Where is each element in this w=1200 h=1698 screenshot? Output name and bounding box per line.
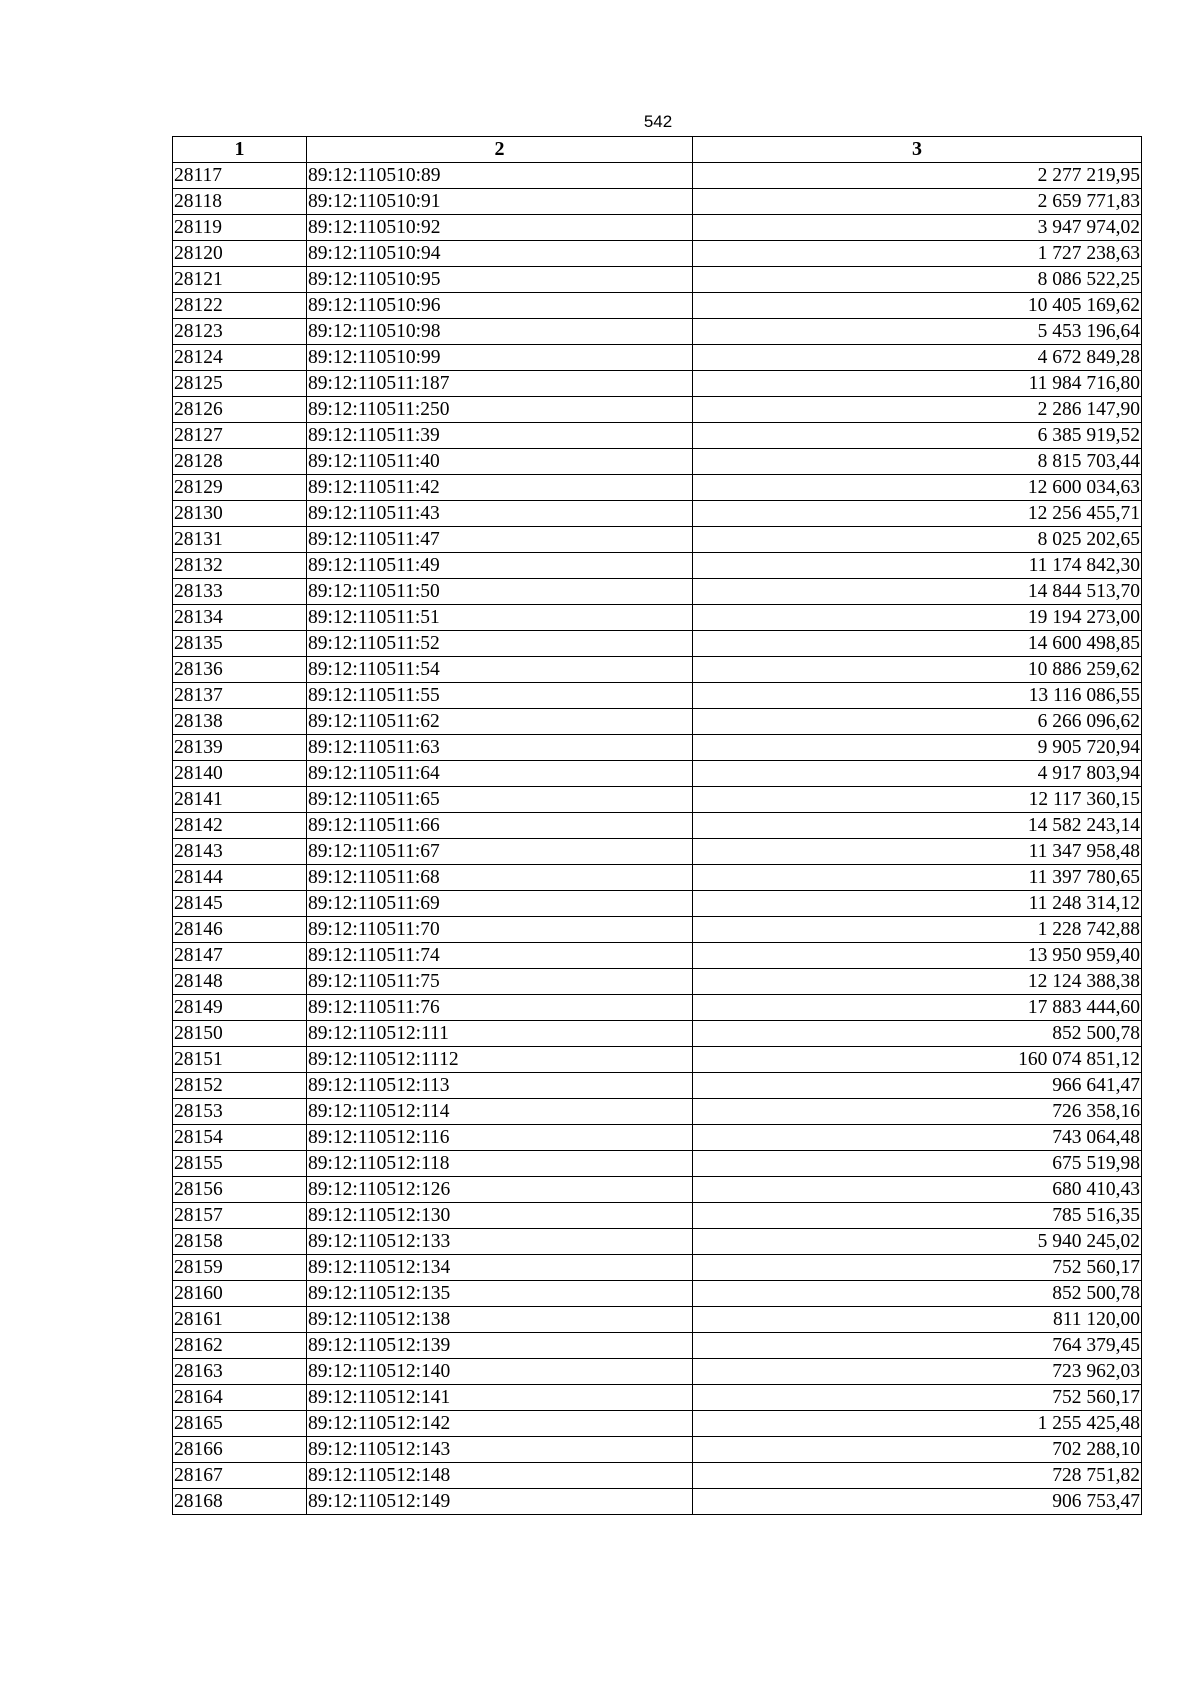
cadastral-value: 10 886 259,62 [693,657,1142,683]
row-number: 28117 [173,163,307,189]
table-row [173,1385,1142,1411]
cadastral-value: 14 600 498,85 [693,631,1142,657]
cadastral-value: 11 174 842,30 [693,553,1142,579]
cadastral-number: 89:12:110512:126 [307,1177,693,1203]
cadastral-number: 89:12:110511:75 [307,969,693,995]
table-row [173,319,1142,345]
table-row [173,1281,1142,1307]
table-row [173,813,1142,839]
cadastral-value: 852 500,78 [693,1021,1142,1047]
cadastral-number: 89:12:110510:92 [307,215,693,241]
column-header-1: 1 [173,137,307,163]
cadastral-number: 89:12:110512:148 [307,1463,693,1489]
table-row [173,293,1142,319]
cadastral-value: 702 288,10 [693,1437,1142,1463]
row-number: 28153 [173,1099,307,1125]
cadastral-value: 12 600 034,63 [693,475,1142,501]
table-row [173,1359,1142,1385]
header-row [173,137,1142,163]
cadastral-value: 1 727 238,63 [693,241,1142,267]
cadastral-number: 89:12:110510:96 [307,293,693,319]
table-row [173,1463,1142,1489]
cadastral-number: 89:12:110511:54 [307,657,693,683]
row-number: 28158 [173,1229,307,1255]
cadastral-value: 11 347 958,48 [693,839,1142,865]
cadastral-number: 89:12:110511:74 [307,943,693,969]
table-row [173,449,1142,475]
table-row [173,1047,1142,1073]
table-row [173,215,1142,241]
cadastral-value: 764 379,45 [693,1333,1142,1359]
table-row [173,1021,1142,1047]
row-number: 28136 [173,657,307,683]
cadastral-value: 14 582 243,14 [693,813,1142,839]
table-row [173,241,1142,267]
row-number: 28149 [173,995,307,1021]
cadastral-number: 89:12:110510:95 [307,267,693,293]
cadastral-value: 13 950 959,40 [693,943,1142,969]
cadastral-value: 2 659 771,83 [693,189,1142,215]
row-number: 28142 [173,813,307,839]
row-number: 28162 [173,1333,307,1359]
row-number: 28163 [173,1359,307,1385]
cadastral-number: 89:12:110512:149 [307,1489,693,1515]
cadastral-value: 2 286 147,90 [693,397,1142,423]
cadastral-value: 5 453 196,64 [693,319,1142,345]
cadastral-number: 89:12:110512:139 [307,1333,693,1359]
table-row [173,1073,1142,1099]
cadastral-value: 4 917 803,94 [693,761,1142,787]
table-row [173,1177,1142,1203]
cadastral-value: 4 672 849,28 [693,345,1142,371]
table-row [173,865,1142,891]
table-row [173,475,1142,501]
cadastral-value: 811 120,00 [693,1307,1142,1333]
cadastral-number: 89:12:110512:141 [307,1385,693,1411]
cadastral-number: 89:12:110511:67 [307,839,693,865]
table-row [173,1307,1142,1333]
cadastral-number: 89:12:110511:42 [307,475,693,501]
table-row [173,1099,1142,1125]
row-number: 28131 [173,527,307,553]
cadastral-number: 89:12:110512:111 [307,1021,693,1047]
cadastral-value: 8 025 202,65 [693,527,1142,553]
row-number: 28139 [173,735,307,761]
page-number: 542 [643,112,673,131]
table-row [173,397,1142,423]
cadastral-value: 9 905 720,94 [693,735,1142,761]
cadastral-value: 6 266 096,62 [693,709,1142,735]
row-number: 28156 [173,1177,307,1203]
cadastral-value: 11 984 716,80 [693,371,1142,397]
cadastral-value: 14 844 513,70 [693,579,1142,605]
table-row [173,1255,1142,1281]
table-row [173,163,1142,189]
table-row [173,1151,1142,1177]
row-number: 28140 [173,761,307,787]
cadastral-number: 89:12:110512:116 [307,1125,693,1151]
table-row [173,761,1142,787]
row-number: 28129 [173,475,307,501]
cadastral-number: 89:12:110510:89 [307,163,693,189]
cadastral-value: 6 385 919,52 [693,423,1142,449]
cadastral-value: 852 500,78 [693,1281,1142,1307]
table-row [173,1229,1142,1255]
table-row [173,1489,1142,1515]
row-number: 28152 [173,1073,307,1099]
cadastral-number: 89:12:110511:39 [307,423,693,449]
row-number: 28138 [173,709,307,735]
cadastral-value: 1 255 425,48 [693,1411,1142,1437]
row-number: 28121 [173,267,307,293]
cadastral-number: 89:12:110511:66 [307,813,693,839]
row-number: 28141 [173,787,307,813]
cadastral-number: 89:12:110511:43 [307,501,693,527]
cadastral-value: 19 194 273,00 [693,605,1142,631]
row-number: 28146 [173,917,307,943]
table-row [173,501,1142,527]
row-number: 28127 [173,423,307,449]
row-number: 28132 [173,553,307,579]
row-number: 28164 [173,1385,307,1411]
table-row [173,1333,1142,1359]
cadastral-value: 752 560,17 [693,1255,1142,1281]
cadastral-value: 13 116 086,55 [693,683,1142,709]
cadastral-value: 966 641,47 [693,1073,1142,1099]
cadastral-value: 675 519,98 [693,1151,1142,1177]
table-row [173,267,1142,293]
cadastral-value: 5 940 245,02 [693,1229,1142,1255]
table-row [173,995,1142,1021]
cadastral-value: 8 086 522,25 [693,267,1142,293]
table-row [173,709,1142,735]
table-row [173,969,1142,995]
cadastral-value: 726 358,16 [693,1099,1142,1125]
cadastral-number: 89:12:110511:250 [307,397,693,423]
cadastral-number: 89:12:110512:130 [307,1203,693,1229]
row-number: 28165 [173,1411,307,1437]
cadastral-value: 8 815 703,44 [693,449,1142,475]
row-number: 28145 [173,891,307,917]
cadastral-number: 89:12:110512:133 [307,1229,693,1255]
table-row [173,683,1142,709]
cadastral-value: 906 753,47 [693,1489,1142,1515]
table-row [173,839,1142,865]
cadastral-value: 10 405 169,62 [693,293,1142,319]
cadastral-value: 11 397 780,65 [693,865,1142,891]
table-row [173,423,1142,449]
row-number: 28150 [173,1021,307,1047]
row-number: 28134 [173,605,307,631]
cadastral-number: 89:12:110510:99 [307,345,693,371]
cadastral-number: 89:12:110511:63 [307,735,693,761]
row-number: 28166 [173,1437,307,1463]
row-number: 28143 [173,839,307,865]
table-row [173,189,1142,215]
row-number: 28155 [173,1151,307,1177]
table-row [173,1125,1142,1151]
cadastral-value: 11 248 314,12 [693,891,1142,917]
cadastral-value: 680 410,43 [693,1177,1142,1203]
row-number: 28157 [173,1203,307,1229]
cadastral-number: 89:12:110511:52 [307,631,693,657]
row-number: 28144 [173,865,307,891]
cadastral-number: 89:12:110512:135 [307,1281,693,1307]
row-number: 28122 [173,293,307,319]
row-number: 28125 [173,371,307,397]
row-number: 28154 [173,1125,307,1151]
cadastral-value: 12 117 360,15 [693,787,1142,813]
cadastral-number: 89:12:110511:50 [307,579,693,605]
cadastral-number: 89:12:110511:76 [307,995,693,1021]
row-number: 28120 [173,241,307,267]
cadastral-value: 3 947 974,02 [693,215,1142,241]
cadastral-value: 17 883 444,60 [693,995,1142,1021]
column-header-3: 3 [693,137,1142,163]
cadastral-number: 89:12:110511:65 [307,787,693,813]
row-number: 28126 [173,397,307,423]
cadastral-number: 89:12:110511:68 [307,865,693,891]
table-row [173,917,1142,943]
table-row [173,527,1142,553]
table-row [173,371,1142,397]
cadastral-number: 89:12:110510:94 [307,241,693,267]
row-number: 28159 [173,1255,307,1281]
cadastral-number: 89:12:110512:1112 [307,1047,693,1073]
cadastral-number: 89:12:110510:91 [307,189,693,215]
table-row [173,787,1142,813]
cadastral-value: 785 516,35 [693,1203,1142,1229]
cadastral-value: 728 751,82 [693,1463,1142,1489]
cadastral-number: 89:12:110511:69 [307,891,693,917]
table-row [173,345,1142,371]
row-number: 28133 [173,579,307,605]
table-row [173,605,1142,631]
cadastral-number: 89:12:110512:118 [307,1151,693,1177]
cadastral-value: 743 064,48 [693,1125,1142,1151]
cadastral-value: 12 124 388,38 [693,969,1142,995]
cadastral-number: 89:12:110511:55 [307,683,693,709]
column-header-2: 2 [307,137,693,163]
cadastral-number: 89:12:110511:62 [307,709,693,735]
row-number: 28137 [173,683,307,709]
cadastral-value: 752 560,17 [693,1385,1142,1411]
table-body [173,163,1142,1515]
cadastral-number: 89:12:110511:70 [307,917,693,943]
row-number: 28119 [173,215,307,241]
table-row [173,891,1142,917]
table-row [173,631,1142,657]
cadastral-number: 89:12:110512:134 [307,1255,693,1281]
cadastral-number: 89:12:110510:98 [307,319,693,345]
cadastral-number: 89:12:110512:114 [307,1099,693,1125]
cadastral-number: 89:12:110511:187 [307,371,693,397]
cadastral-number: 89:12:110511:51 [307,605,693,631]
row-number: 28135 [173,631,307,657]
table-row [173,657,1142,683]
table-row [173,579,1142,605]
cadastral-number: 89:12:110511:47 [307,527,693,553]
cadastral-number: 89:12:110511:40 [307,449,693,475]
row-number: 28124 [173,345,307,371]
cadastral-value: 723 962,03 [693,1359,1142,1385]
table-row [173,1437,1142,1463]
row-number: 28130 [173,501,307,527]
row-number: 28161 [173,1307,307,1333]
cadastral-number: 89:12:110512:143 [307,1437,693,1463]
row-number: 28151 [173,1047,307,1073]
table-row [173,553,1142,579]
cadastral-number: 89:12:110511:64 [307,761,693,787]
table-row [173,1203,1142,1229]
cadastral-value: 2 277 219,95 [693,163,1142,189]
cadastral-number: 89:12:110512:142 [307,1411,693,1437]
table-row [173,735,1142,761]
cadastral-number: 89:12:110512:113 [307,1073,693,1099]
row-number: 28123 [173,319,307,345]
row-number: 28147 [173,943,307,969]
table-row [173,943,1142,969]
row-number: 28167 [173,1463,307,1489]
row-number: 28160 [173,1281,307,1307]
row-number: 28118 [173,189,307,215]
cadastral-number: 89:12:110512:140 [307,1359,693,1385]
row-number: 28168 [173,1489,307,1515]
cadastral-value: 1 228 742,88 [693,917,1142,943]
table-row [173,1411,1142,1437]
row-number: 28128 [173,449,307,475]
table-header [173,137,1142,163]
cadastral-value: 160 074 851,12 [693,1047,1142,1073]
row-number: 28148 [173,969,307,995]
cadastral-value: 12 256 455,71 [693,501,1142,527]
data-table [172,136,1142,1515]
cadastral-number: 89:12:110511:49 [307,553,693,579]
cadastral-number: 89:12:110512:138 [307,1307,693,1333]
